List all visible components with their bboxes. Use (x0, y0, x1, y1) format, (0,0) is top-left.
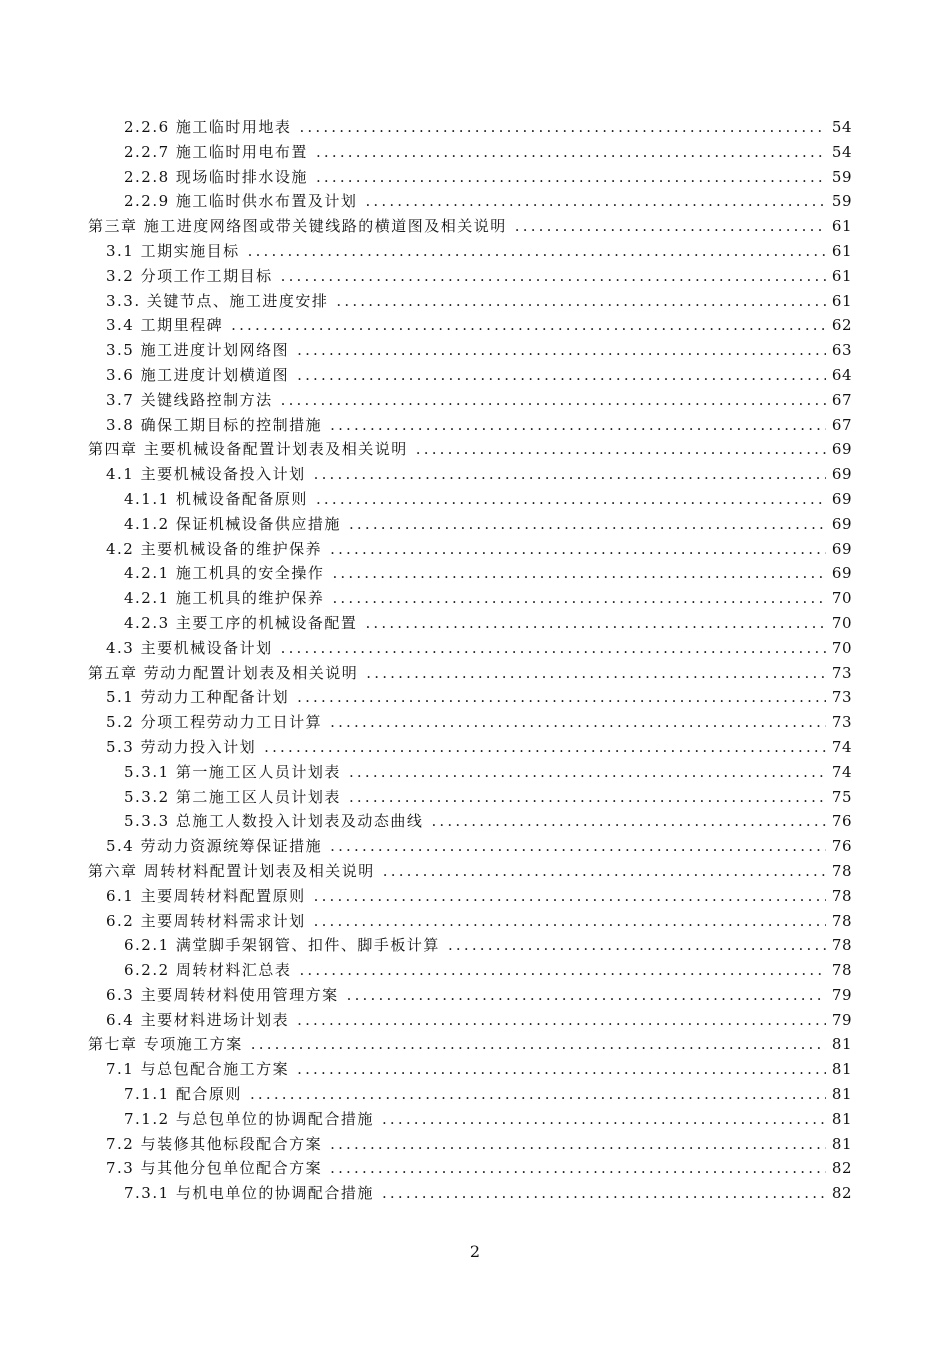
toc-leader-dots (330, 416, 826, 434)
toc-entry[interactable] (88, 885, 852, 910)
toc-entry-label: 7.3.1 与机电单位的协调配合措施 (124, 1184, 374, 1203)
toc-entry[interactable] (88, 513, 852, 538)
toc-entry[interactable] (88, 761, 852, 786)
toc-entry-label: 4.2.1 施工机具的安全操作 (124, 564, 325, 583)
toc-entry-label: 5.1 劳动力工种配备计划 (106, 688, 290, 707)
toc-leader-dots (297, 1060, 826, 1078)
toc-entry-label: 5.3 劳动力投入计划 (106, 737, 257, 756)
toc-entry-page: 67 (831, 415, 852, 434)
page-number: 2 (469, 1242, 481, 1261)
toc-entry-page: 61 (831, 291, 852, 310)
toc-leader-dots (330, 837, 826, 855)
toc-entry-page: 81 (831, 1085, 852, 1104)
toc-entry-page: 78 (831, 911, 852, 930)
toc-leader-dots (248, 242, 826, 260)
toc-entry[interactable] (88, 810, 852, 835)
toc-entry[interactable] (88, 116, 852, 141)
toc-entry[interactable] (88, 959, 852, 984)
toc-entry-page: 73 (831, 663, 852, 682)
toc-entry-page: 69 (831, 539, 852, 558)
toc-entry-page: 54 (831, 142, 852, 161)
toc-chapter-entry[interactable] (88, 860, 852, 885)
toc-entry[interactable] (88, 166, 852, 191)
toc-entry[interactable] (88, 736, 852, 761)
toc-entry-label: 第五章 劳动力配置计划表及相关说明 (88, 663, 359, 682)
toc-entry-label: 6.3 主要周转材料使用管理方案 (106, 985, 339, 1004)
toc-entry[interactable] (88, 141, 852, 166)
toc-entry[interactable] (88, 934, 852, 959)
toc-entry-page: 81 (831, 1060, 852, 1079)
toc-entry[interactable] (88, 190, 852, 215)
toc-entry-label: 第七章 专项施工方案 (88, 1035, 243, 1054)
toc-entry-label: 4.1.2 保证机械设备供应措施 (124, 514, 341, 533)
toc-entry-label: 5.4 劳动力资源统筹保证措施 (106, 837, 323, 856)
toc-entry[interactable] (88, 463, 852, 488)
toc-chapter-entry[interactable] (88, 438, 852, 463)
toc-entry-label: 4.3 主要机械设备计划 (106, 638, 273, 657)
toc-entry-page: 76 (831, 837, 852, 856)
toc-entry-label: 7.1.2 与总包单位的协调配合措施 (124, 1109, 374, 1128)
toc-entry[interactable] (88, 240, 852, 265)
toc-entry[interactable] (88, 1058, 852, 1083)
toc-entry-page: 61 (831, 217, 852, 236)
toc-entry-label: 3.8 确保工期目标的控制措施 (106, 415, 323, 434)
toc-entry-page: 61 (831, 241, 852, 260)
toc-leader-dots (366, 664, 826, 682)
toc-entry[interactable] (88, 612, 852, 637)
toc-leader-dots (365, 192, 825, 210)
toc-leader-dots (349, 788, 826, 806)
toc-entry-page: 81 (831, 1134, 852, 1153)
toc-leader-dots (314, 887, 826, 905)
toc-entry-label: 2.2.6 施工临时用地表 (124, 118, 292, 136)
toc-leader-dots (383, 862, 826, 880)
toc-entry-label: 3.7 关键线路控制方法 (106, 390, 273, 409)
toc-entry-label: 5.3.1 第一施工区人员计划表 (124, 762, 341, 781)
toc-entry-label: 2.2.8 现场临时排水设施 (124, 167, 308, 186)
toc-entry-page: 82 (831, 1184, 852, 1203)
toc-entry[interactable] (88, 314, 852, 339)
toc-entry-page: 70 (831, 638, 852, 657)
toc-entry-page: 69 (831, 564, 852, 583)
toc-entry[interactable] (88, 984, 852, 1009)
toc-entry[interactable] (88, 587, 852, 612)
toc-leader-dots (251, 1035, 826, 1053)
toc-entry-label: 4.2.1 施工机具的维护保养 (124, 589, 325, 608)
toc-leader-dots (416, 440, 826, 458)
toc-leader-dots (299, 961, 825, 979)
toc-leader-dots (297, 341, 826, 359)
toc-entry[interactable] (88, 1182, 852, 1207)
toc-entry-page: 67 (831, 390, 852, 409)
toc-leader-dots (349, 515, 826, 533)
toc-entry-page: 82 (831, 1159, 852, 1178)
toc-entry-page: 63 (831, 341, 852, 360)
toc-leader-dots (515, 217, 826, 235)
toc-leader-dots (316, 168, 826, 186)
toc-entry[interactable] (88, 786, 852, 811)
toc-entry[interactable] (88, 1009, 852, 1034)
toc-entry[interactable] (88, 538, 852, 563)
toc-leader-dots (332, 564, 825, 582)
toc-entry-page: 69 (831, 465, 852, 484)
toc-chapter-entry[interactable] (88, 215, 852, 240)
toc-entry-page: 69 (831, 489, 852, 508)
toc-entry-page: 74 (831, 762, 852, 781)
toc-chapter-entry[interactable] (88, 1033, 852, 1058)
toc-entry-label: 4.1.1 机械设备配备原则 (124, 489, 308, 508)
toc-entry-page: 73 (831, 688, 852, 707)
toc-entry-label: 6.4 主要材料进场计划表 (106, 1010, 290, 1029)
toc-leader-dots (299, 118, 825, 136)
toc-entry-label: 5.3.2 第二施工区人员计划表 (124, 787, 341, 806)
toc-leader-dots (332, 589, 825, 607)
toc-entry-label: 7.1 与总包配合施工方案 (106, 1060, 290, 1079)
toc-leader-dots (297, 1011, 826, 1029)
table-of-contents (88, 116, 852, 1207)
toc-leader-dots (264, 738, 826, 756)
toc-entry-page: 76 (831, 812, 852, 831)
toc-entry-label: 7.3 与其他分包单位配合方案 (106, 1159, 323, 1178)
toc-entry[interactable] (88, 265, 852, 290)
toc-entry-label: 4.2 主要机械设备的维护保养 (106, 539, 323, 558)
toc-entry[interactable] (88, 339, 852, 364)
toc-entry[interactable] (88, 711, 852, 736)
toc-entry[interactable] (88, 1157, 852, 1182)
toc-entry-label: 第四章 主要机械设备配置计划表及相关说明 (88, 440, 408, 459)
toc-entry-label: 4.1 主要机械设备投入计划 (106, 465, 306, 484)
toc-entry-label: 5.2 分项工程劳动力工日计算 (106, 713, 323, 732)
toc-entry-label: 2.2.9 施工临时供水布置及计划 (124, 192, 358, 211)
toc-leader-dots (314, 912, 826, 930)
toc-leader-dots (347, 986, 826, 1004)
toc-entry-label: 6.2 主要周转材料需求计划 (106, 911, 306, 930)
toc-leader-dots (250, 1085, 826, 1103)
toc-entry-label: 6.2.1 满堂脚手架钢管、扣件、脚手板计算 (124, 936, 440, 955)
toc-entry[interactable] (88, 488, 852, 513)
toc-entry-label: 3.6 施工进度计划横道图 (106, 365, 290, 384)
toc-entry[interactable] (88, 290, 852, 315)
toc-entry-label: 6.2.2 周转材料汇总表 (124, 961, 292, 980)
toc-entry[interactable] (88, 364, 852, 389)
toc-entry[interactable] (88, 414, 852, 439)
toc-entry-page: 78 (831, 861, 852, 880)
toc-entry[interactable] (88, 1083, 852, 1108)
toc-entry-page: 70 (831, 613, 852, 632)
toc-entry-page: 75 (831, 787, 852, 806)
toc-leader-dots (297, 688, 826, 706)
toc-entry-label: 3.5 施工进度计划网络图 (106, 341, 290, 360)
toc-entry-label: 5.3.3 总施工人数投入计划表及动态曲线 (124, 812, 424, 831)
toc-leader-dots (336, 292, 826, 310)
toc-leader-dots (281, 391, 826, 409)
toc-entry-page: 69 (831, 514, 852, 533)
toc-entry[interactable] (88, 637, 852, 662)
toc-leader-dots (281, 267, 826, 285)
toc-chapter-entry[interactable] (88, 662, 852, 687)
toc-entry-page: 81 (831, 1109, 852, 1128)
toc-entry-page: 78 (831, 936, 852, 955)
toc-entry-page: 79 (831, 985, 852, 1004)
toc-entry-label: 3.3. 关键节点、施工进度安排 (106, 291, 329, 310)
toc-entry-page: 59 (831, 192, 852, 211)
toc-leader-dots (316, 143, 826, 161)
toc-leader-dots (382, 1184, 826, 1202)
toc-leader-dots (231, 316, 826, 334)
toc-entry-page: 61 (831, 266, 852, 285)
toc-leader-dots (330, 1135, 826, 1153)
toc-entry[interactable] (88, 562, 852, 587)
toc-entry-label: 4.2.3 主要工序的机械设备配置 (124, 613, 358, 632)
toc-leader-dots (330, 1159, 826, 1177)
toc-entry-label: 6.1 主要周转材料配置原则 (106, 886, 306, 905)
toc-entry-label: 7.1.1 配合原则 (124, 1085, 242, 1104)
toc-entry-label: 7.2 与装修其他标段配合方案 (106, 1134, 323, 1153)
toc-entry[interactable] (88, 389, 852, 414)
toc-leader-dots (330, 540, 826, 558)
toc-entry-label: 第三章 施工进度网络图或带关键线路的横道图及相关说明 (88, 217, 507, 236)
toc-entry-page: 79 (831, 1010, 852, 1029)
toc-entry-page: 70 (831, 589, 852, 608)
toc-entry[interactable] (88, 835, 852, 860)
toc-leader-dots (382, 1110, 826, 1128)
toc-leader-dots (431, 812, 825, 830)
toc-entry-page: 81 (831, 1035, 852, 1054)
toc-entry-page: 78 (831, 886, 852, 905)
toc-entry[interactable] (88, 910, 852, 935)
toc-entry-page: 74 (831, 737, 852, 756)
toc-entry-page: 78 (831, 961, 852, 980)
toc-leader-dots (330, 713, 826, 731)
toc-entry-page: 69 (831, 440, 852, 459)
toc-leader-dots (316, 490, 826, 508)
toc-entry[interactable] (88, 1108, 852, 1133)
toc-leader-dots (314, 465, 826, 483)
toc-entry-label: 2.2.7 施工临时用电布置 (124, 142, 308, 161)
toc-entry[interactable] (88, 686, 852, 711)
toc-entry-page: 73 (831, 713, 852, 732)
toc-leader-dots (297, 366, 826, 384)
toc-leader-dots (281, 639, 826, 657)
toc-entry[interactable] (88, 1133, 852, 1158)
toc-leader-dots (448, 936, 826, 954)
toc-entry-page: 64 (831, 365, 852, 384)
toc-entry-label: 3.2 分项工作工期目标 (106, 266, 273, 285)
toc-entry-page: 54 (831, 118, 852, 136)
toc-entry-page: 59 (831, 167, 852, 186)
toc-leader-dots (349, 763, 826, 781)
toc-entry-page: 62 (831, 316, 852, 335)
toc-leader-dots (365, 614, 825, 632)
toc-entry-label: 3.4 工期里程碑 (106, 316, 224, 335)
toc-entry-label: 第六章 周转材料配置计划表及相关说明 (88, 861, 375, 880)
toc-entry-label: 3.1 工期实施目标 (106, 241, 240, 260)
